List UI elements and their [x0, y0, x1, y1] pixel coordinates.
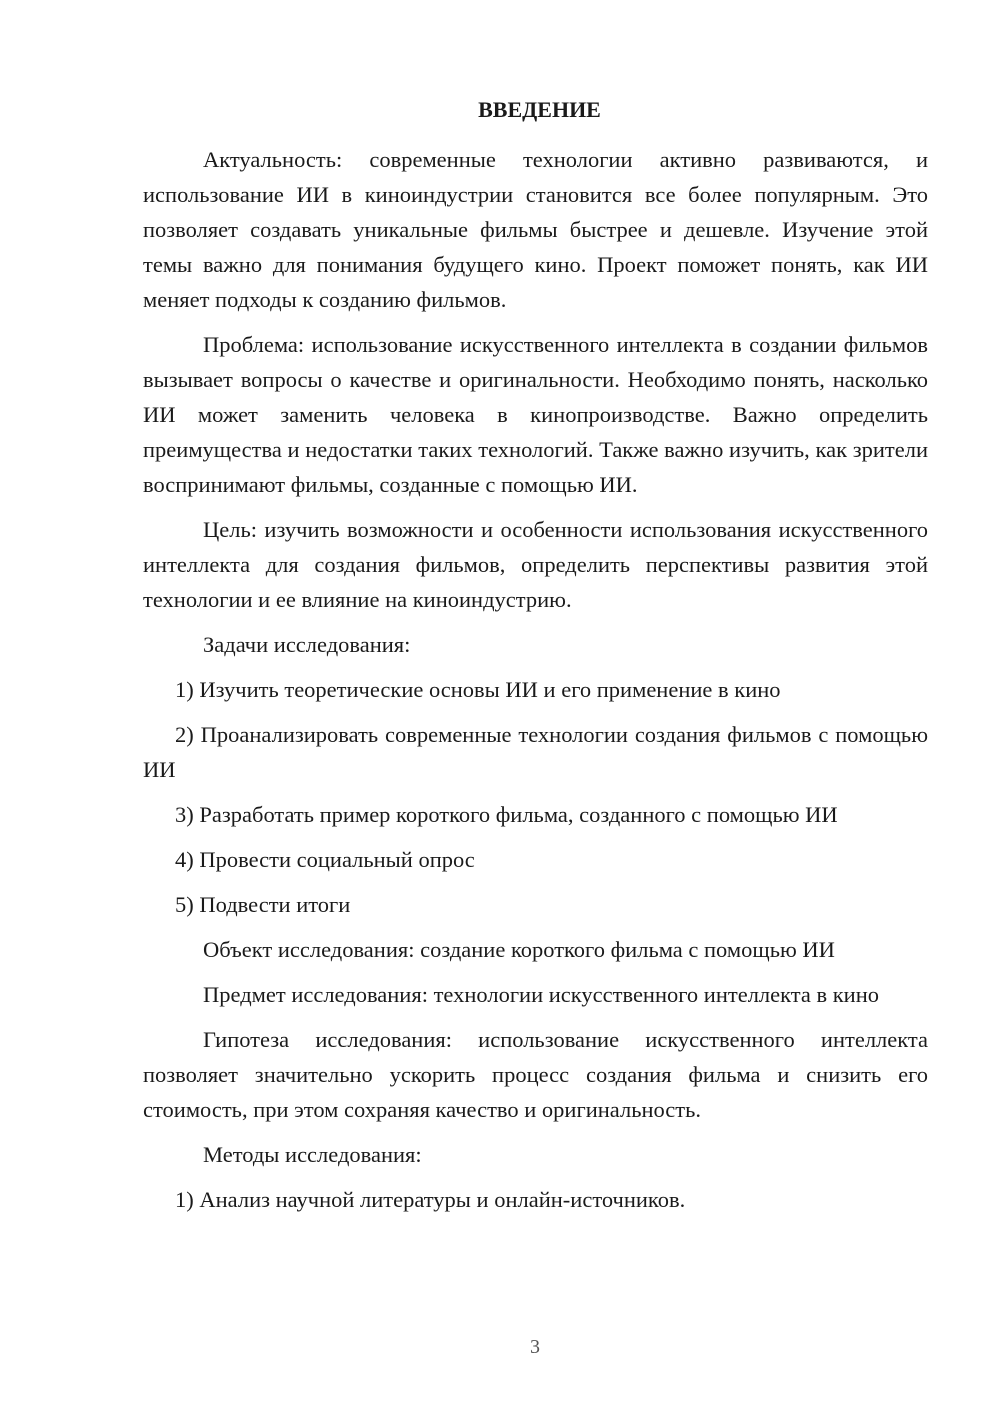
task-item-2: 2) Проанализировать современные технологии создания фильмов с помощью ИИ [143, 722, 928, 782]
methods-heading: Методы исследования: [203, 1142, 422, 1167]
paragraph-hypothesis: Гипотеза исследования: использование искусственного интеллекта позволяет значительно ускорить процесс создания фильма и снизить его стоимость, при этом сохраняя качество и оригинальность. [143, 1027, 928, 1122]
task-item-3: 3) Разработать пример короткого фильма, созданного с помощью ИИ [175, 802, 838, 827]
page-title: ВВЕДЕНИЕ [478, 97, 601, 122]
paragraph-problem: Проблема: использование искусственного интеллекта в создании фильмов вызывает вопросы о качестве и оригинальности. Необходимо понять, насколько ИИ может заменить человека в кинопроизводстве. Важно определить преимущества и недостатки таких технологий. Также важно изучить, как зрители воспринимают фильмы, созданные с помощью ИИ. [143, 332, 928, 497]
method-item-1: 1) Анализ научной литературы и онлайн-источников. [175, 1187, 686, 1212]
task-item-4: 4) Провести социальный опрос [175, 847, 475, 872]
paragraph-relevance: Актуальность: современные технологии активно развиваются, и использование ИИ в киноиндустрии становится все более популярным. Это позволяет создавать уникальные фильмы быстрее и дешевле. Изучение этой темы важно для понимания будущего кино. Проект поможет понять, как ИИ меняет подходы к созданию фильмов. [143, 147, 928, 312]
tasks-heading: Задачи исследования: [203, 632, 411, 657]
paragraph-subject: Предмет исследования: технологии искусственного интеллекта в кино [203, 982, 880, 1007]
page-number: 3 [530, 1336, 540, 1358]
task-item-1: 1) Изучить теоретические основы ИИ и его применение в кино [175, 677, 781, 702]
paragraph-object: Объект исследования: создание короткого фильма с помощью ИИ [203, 937, 835, 962]
paragraph-goal: Цель: изучить возможности и особенности использования искусственного интеллекта для создания фильмов, определить перспективы развития этой технологии и ее влияние на киноиндустрию. [143, 517, 928, 612]
task-item-5: 5) Подвести итоги [175, 892, 351, 917]
page-content [143, 96, 928, 1227]
